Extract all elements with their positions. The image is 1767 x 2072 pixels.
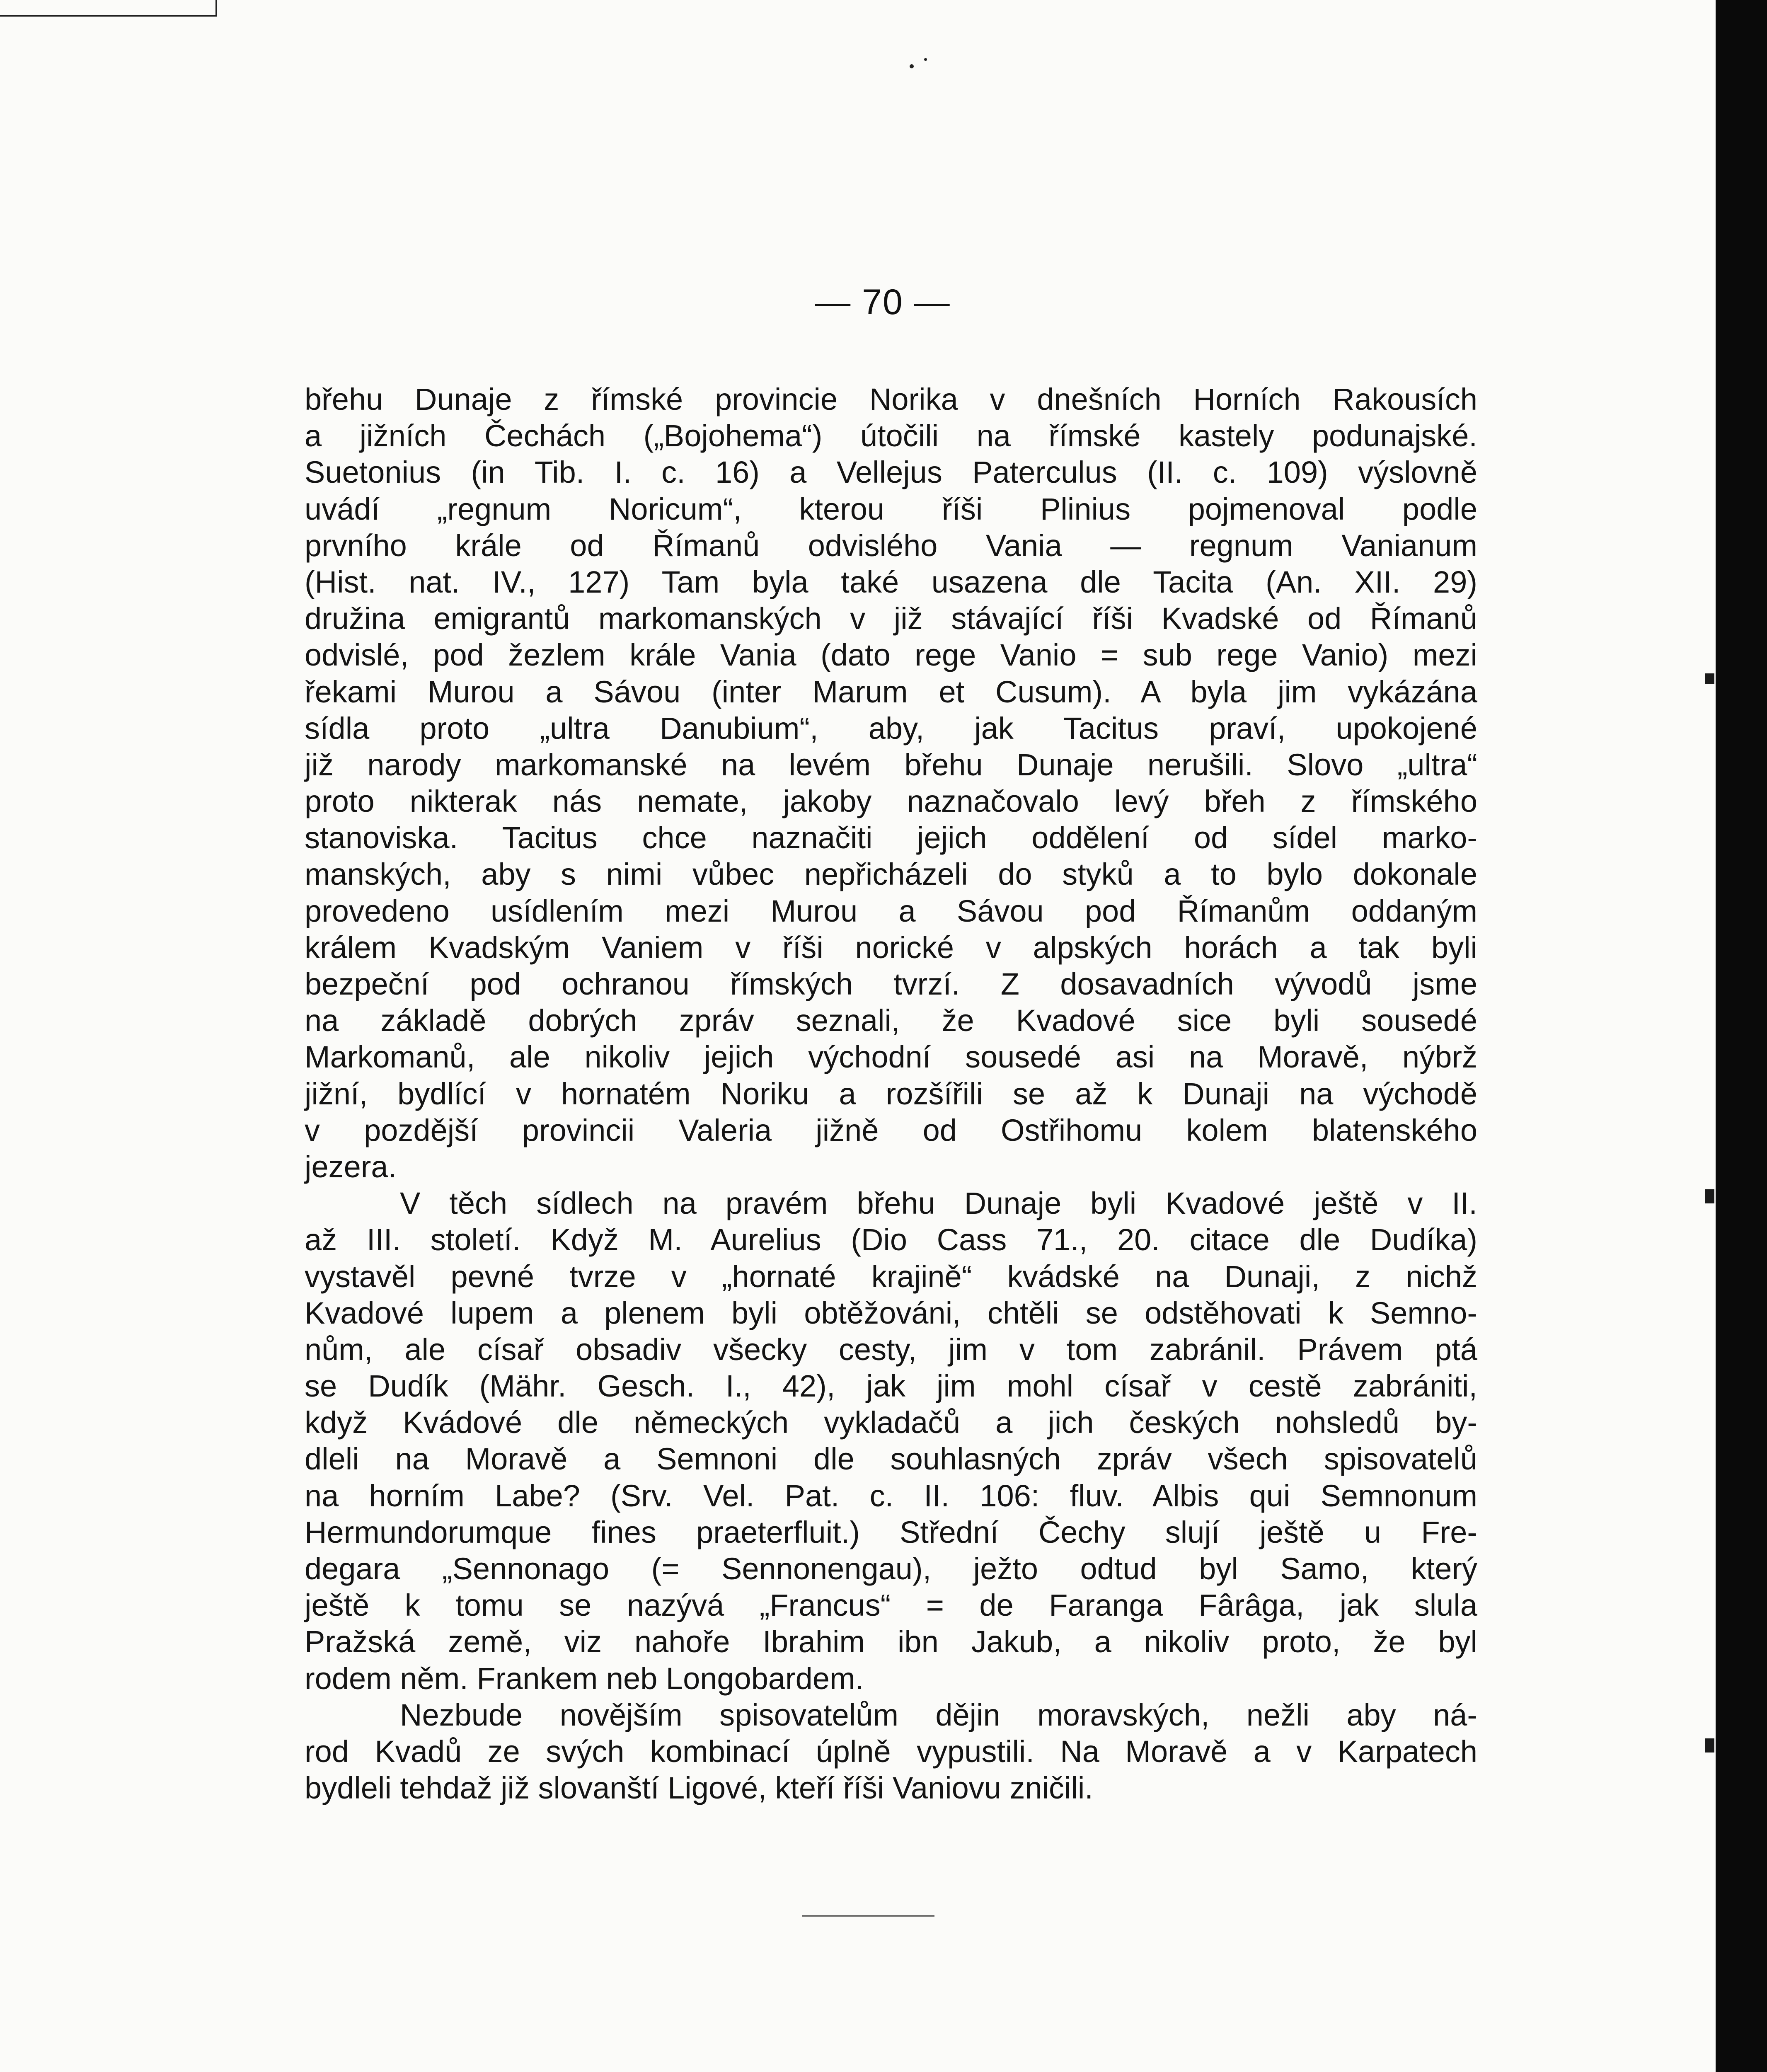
text-line: až III. století. Když M. Aurelius (Dio Cass 71., 20. citace dle Dudíka) [305,1222,1477,1257]
text-line: uvádí „regnum Noricum“, kterou říši Plinius pojmenoval podle [305,491,1477,526]
body-text [305,381,1477,1806]
text-line: Hermundorumque fines praeterfluit.) Střední Čechy slují ještě u Fre- [305,1515,1477,1549]
ink-speck [924,58,927,61]
text-line: králem Kvadským Vaniem v říši norické v alpských horách a tak byli [305,930,1477,965]
text-line: když Kvádové dle německých vykladačů a jich českých nohsledů by- [305,1405,1477,1440]
text-line: a jižních Čechách („Bojohema“) útočili na římské kastely podunajské. [305,419,1477,453]
text-line: stanoviska. Tacitus chce naznačiti jejich oddělení od sídel marko- [305,821,1477,855]
text-line: již narody markomanské na levém břehu Dunaje nerušili. Slovo „ultra“ [305,747,1477,782]
text-line: bezpeční pod ochranou římských tvrzí. Z dosavadních vývodů jsme [305,967,1477,1001]
text-line: Markomanů, ale nikoliv jejich východní sousedé asi na Moravě, nýbrž [305,1040,1477,1075]
text-line: dleli na Moravě a Semnoni dle souhlasných zpráv všech spisovatelů [305,1442,1477,1477]
text-line: Nezbude novějším spisovatelům dějin moravských, nežli aby ná- [400,1697,1477,1732]
text-line: vystavěl pevné tvrze v „hornaté krajině“ kvádské na Dunaji, z nichž [305,1259,1477,1294]
text-line: sídla proto „ultra Danubium“, aby, jak Tacitus praví, upokojené [305,711,1477,746]
text-line: Kvadové lupem a plenem byli obtěžováni, chtěli se odstěhovati k Semno- [305,1295,1477,1330]
text-line: prvního krále od Římanů odvislého Vania — regnum Vanianum [305,528,1477,563]
page-number: — 70 — [815,282,951,322]
text-line: provedeno usídlením mezi Murou a Sávou pod Římanům oddaným [305,893,1477,928]
margin-mark [1705,673,1714,684]
text-line: Pražská země, viz nahoře Ibrahim ibn Jakub, a nikoliv proto, že byl [305,1624,1477,1659]
scan-dark-edge [1716,0,1767,2072]
text-line: na základě dobrých zpráv seznali, že Kvadové sice byli sousedé [305,1003,1477,1038]
text-line: břehu Dunaje z římské provincie Norika v dnešních Horních Rakousích [305,382,1477,416]
text-line: nům, ale císař obsadiv všecky cesty, jim v tom zabránil. Právem ptá [305,1332,1477,1367]
text-line: rodem něm. Frankem neb Longobardem. [305,1661,864,1696]
text-line: degara „Sennonago (= Sennonengau), ježto odtud byl Samo, který [305,1552,1477,1586]
text-line: manských, aby s nimi vůbec nepřicházeli do styků a to bylo dokonale [305,857,1477,892]
text-line: v pozdější provincii Valeria jižně od Ostřihomu kolem blatenského [305,1113,1477,1147]
text-line: jižní, bydlící v hornatém Noriku a rozšířili se až k Dunaji na východě [305,1076,1477,1111]
text-line: rod Kvadů ze svých kombinací úplně vypustili. Na Moravě a v Karpatech [305,1734,1477,1769]
text-line: bydleli tehdaž již slovanští Ligové, kteří říši Vaniovu zničili. [305,1771,1093,1806]
text-line: jezera. [305,1149,397,1184]
margin-mark [1705,1738,1714,1752]
text-line: se Dudík (Mähr. Gesch. I., 42), jak jim mohl císař v cestě zabrániti, [305,1369,1477,1404]
text-line: družina emigrantů markomanských v již stávající říši Kvadské od Římanů [305,601,1477,636]
text-line: proto nikterak nás nemate, jakoby naznačovalo levý břeh z římského [305,784,1477,819]
text-line: ještě k tomu se nazývá „Francus“ = de Faranga Fârâga, jak slula [305,1588,1477,1623]
text-line: odvislé, pod žezlem krále Vania (dato rege Vanio = sub rege Vanio) mezi [305,638,1477,673]
text-line: (Hist. nat. IV., 127) Tam byla také usazena dle Tacita (An. XII. 29) [305,564,1477,599]
text-line: Suetonius (in Tib. I. c. 16) a Vellejus Paterculus (II. c. 109) výslovně [305,455,1477,490]
margin-mark [1705,1189,1714,1203]
text-line: V těch sídlech na pravém břehu Dunaje byli Kvadové ještě v II. [400,1186,1477,1221]
ink-speck [910,64,914,68]
end-rule [802,1915,934,1917]
scan-corner-mark [0,0,217,17]
text-line: řekami Murou a Sávou (inter Marum et Cusum). A byla jim vykázána [305,674,1477,709]
text-line: na horním Labe? (Srv. Vel. Pat. c. II. 106: fluv. Albis qui Semnonum [305,1478,1477,1513]
